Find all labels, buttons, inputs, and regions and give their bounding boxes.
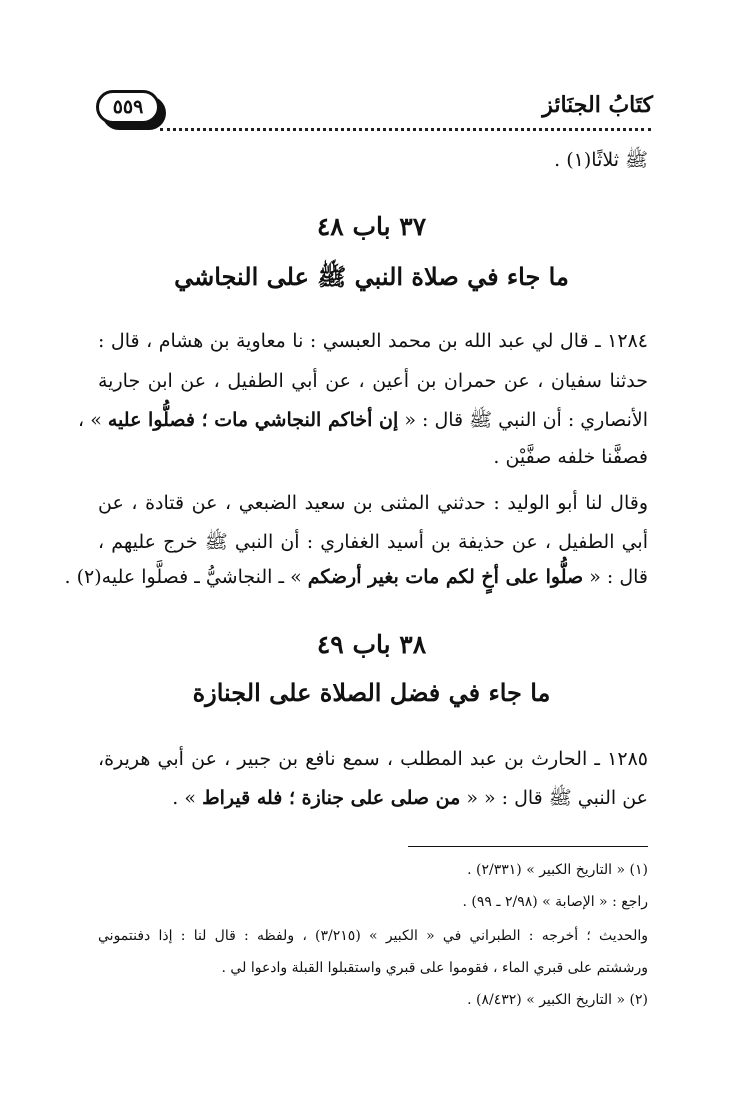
hadith-1285-line-2-pre: عن النبي ﷺ قال : « « [466, 787, 648, 809]
footnote-1-line-1: (١) « التاريخ الكبير » (٢/٣٣١) . [467, 862, 648, 878]
hadith-1285-line-2 [172, 786, 648, 814]
footnote-1-line-4: ورششتم على قبري الماء ، فقوموا على قبري واستقبلوا القبلة وادعوا لي . [221, 960, 648, 976]
hadith-1284-line-3-post: » ، [78, 409, 102, 431]
footnote-2-line-1: (٢) « التاريخ الكبير » (٨/٤٣٢) . [467, 992, 648, 1008]
hadith-1284-line-1: ١٢٨٤ ـ قال لي عبد الله بن محمد العبسي : نا معاوية بن هشام ، قال : [98, 330, 648, 352]
continuation-text: ﷺ ثلاثًا(١) . [554, 149, 648, 171]
hadith-1284b-line-3-post: » ـ النجاشيُّ ـ فصلَّوا عليه(٢) . [64, 566, 302, 588]
hadith-1284-line-2: حدثنا سفيان ، عن حمران بن أعين ، عن أبي الطفيل ، عن ابن جارية [98, 370, 648, 392]
hadith-1284-line-4: فصفَّنا خلفه صفَّيْن . [493, 446, 648, 468]
hadith-1284b-line-3-pre: قال : « [589, 566, 648, 588]
hadith-1285-line-2-post: » . [172, 787, 197, 809]
bab-title-48: ما جاء في صلاة النبي ﷺ على النجاشي [174, 262, 569, 291]
hadith-1284-line-3-pre: الأنصاري : أن النبي ﷺ قال : « [404, 409, 648, 431]
hadith-1284b-line-1: وقال لنا أبو الوليد : حدثني المثنى بن سعيد الضبعي ، عن قتادة ، عن [98, 492, 648, 514]
hadith-1284-quote: إن أخاكم النجاشي مات ؛ فصلُّوا عليه [107, 409, 399, 431]
bab-title-49: ما جاء في فضل الصلاة على الجنازة [192, 678, 551, 707]
hadith-1285-line-1: ١٢٨٥ ـ الحارث بن عبد المطلب ، سمع نافع بن جبير ، عن أبي هريرة، [98, 748, 648, 770]
bab-heading-49: ٣٨ باب ٤٩ [316, 630, 427, 659]
page-number: ٥٥٩ [96, 90, 160, 124]
hadith-1284b-line-3 [65, 566, 648, 588]
hadith-1284b-quote: صلُّوا على أخٍ لكم مات بغير أرضكم [307, 566, 584, 588]
hadith-1285-quote: من صلى على جنازة ؛ فله قيراط [202, 787, 461, 809]
header-rule [160, 128, 651, 131]
footnote-rule [408, 846, 648, 847]
hadith-1284b-line-2: أبي الطفيل ، عن حذيفة بن أسيد الغفاري : أن النبي ﷺ خرج عليهم ، [98, 531, 648, 553]
bab-heading-48: ٣٧ باب ٤٨ [316, 212, 427, 241]
hadith-1284-line-3 [78, 408, 648, 436]
footnote-1-line-2: راجع : « الإصابة » (٢/٩٨ ـ ٩٩) . [462, 894, 648, 910]
footnote-1-line-3: والحديث ؛ أخرجه : الطبراني في « الكبير » (٣/٢١٥) ، ولفظه : قال لنا : إذا دفنتموني [98, 928, 649, 944]
running-header-title: كتَابُ الجنَائز [542, 92, 653, 118]
